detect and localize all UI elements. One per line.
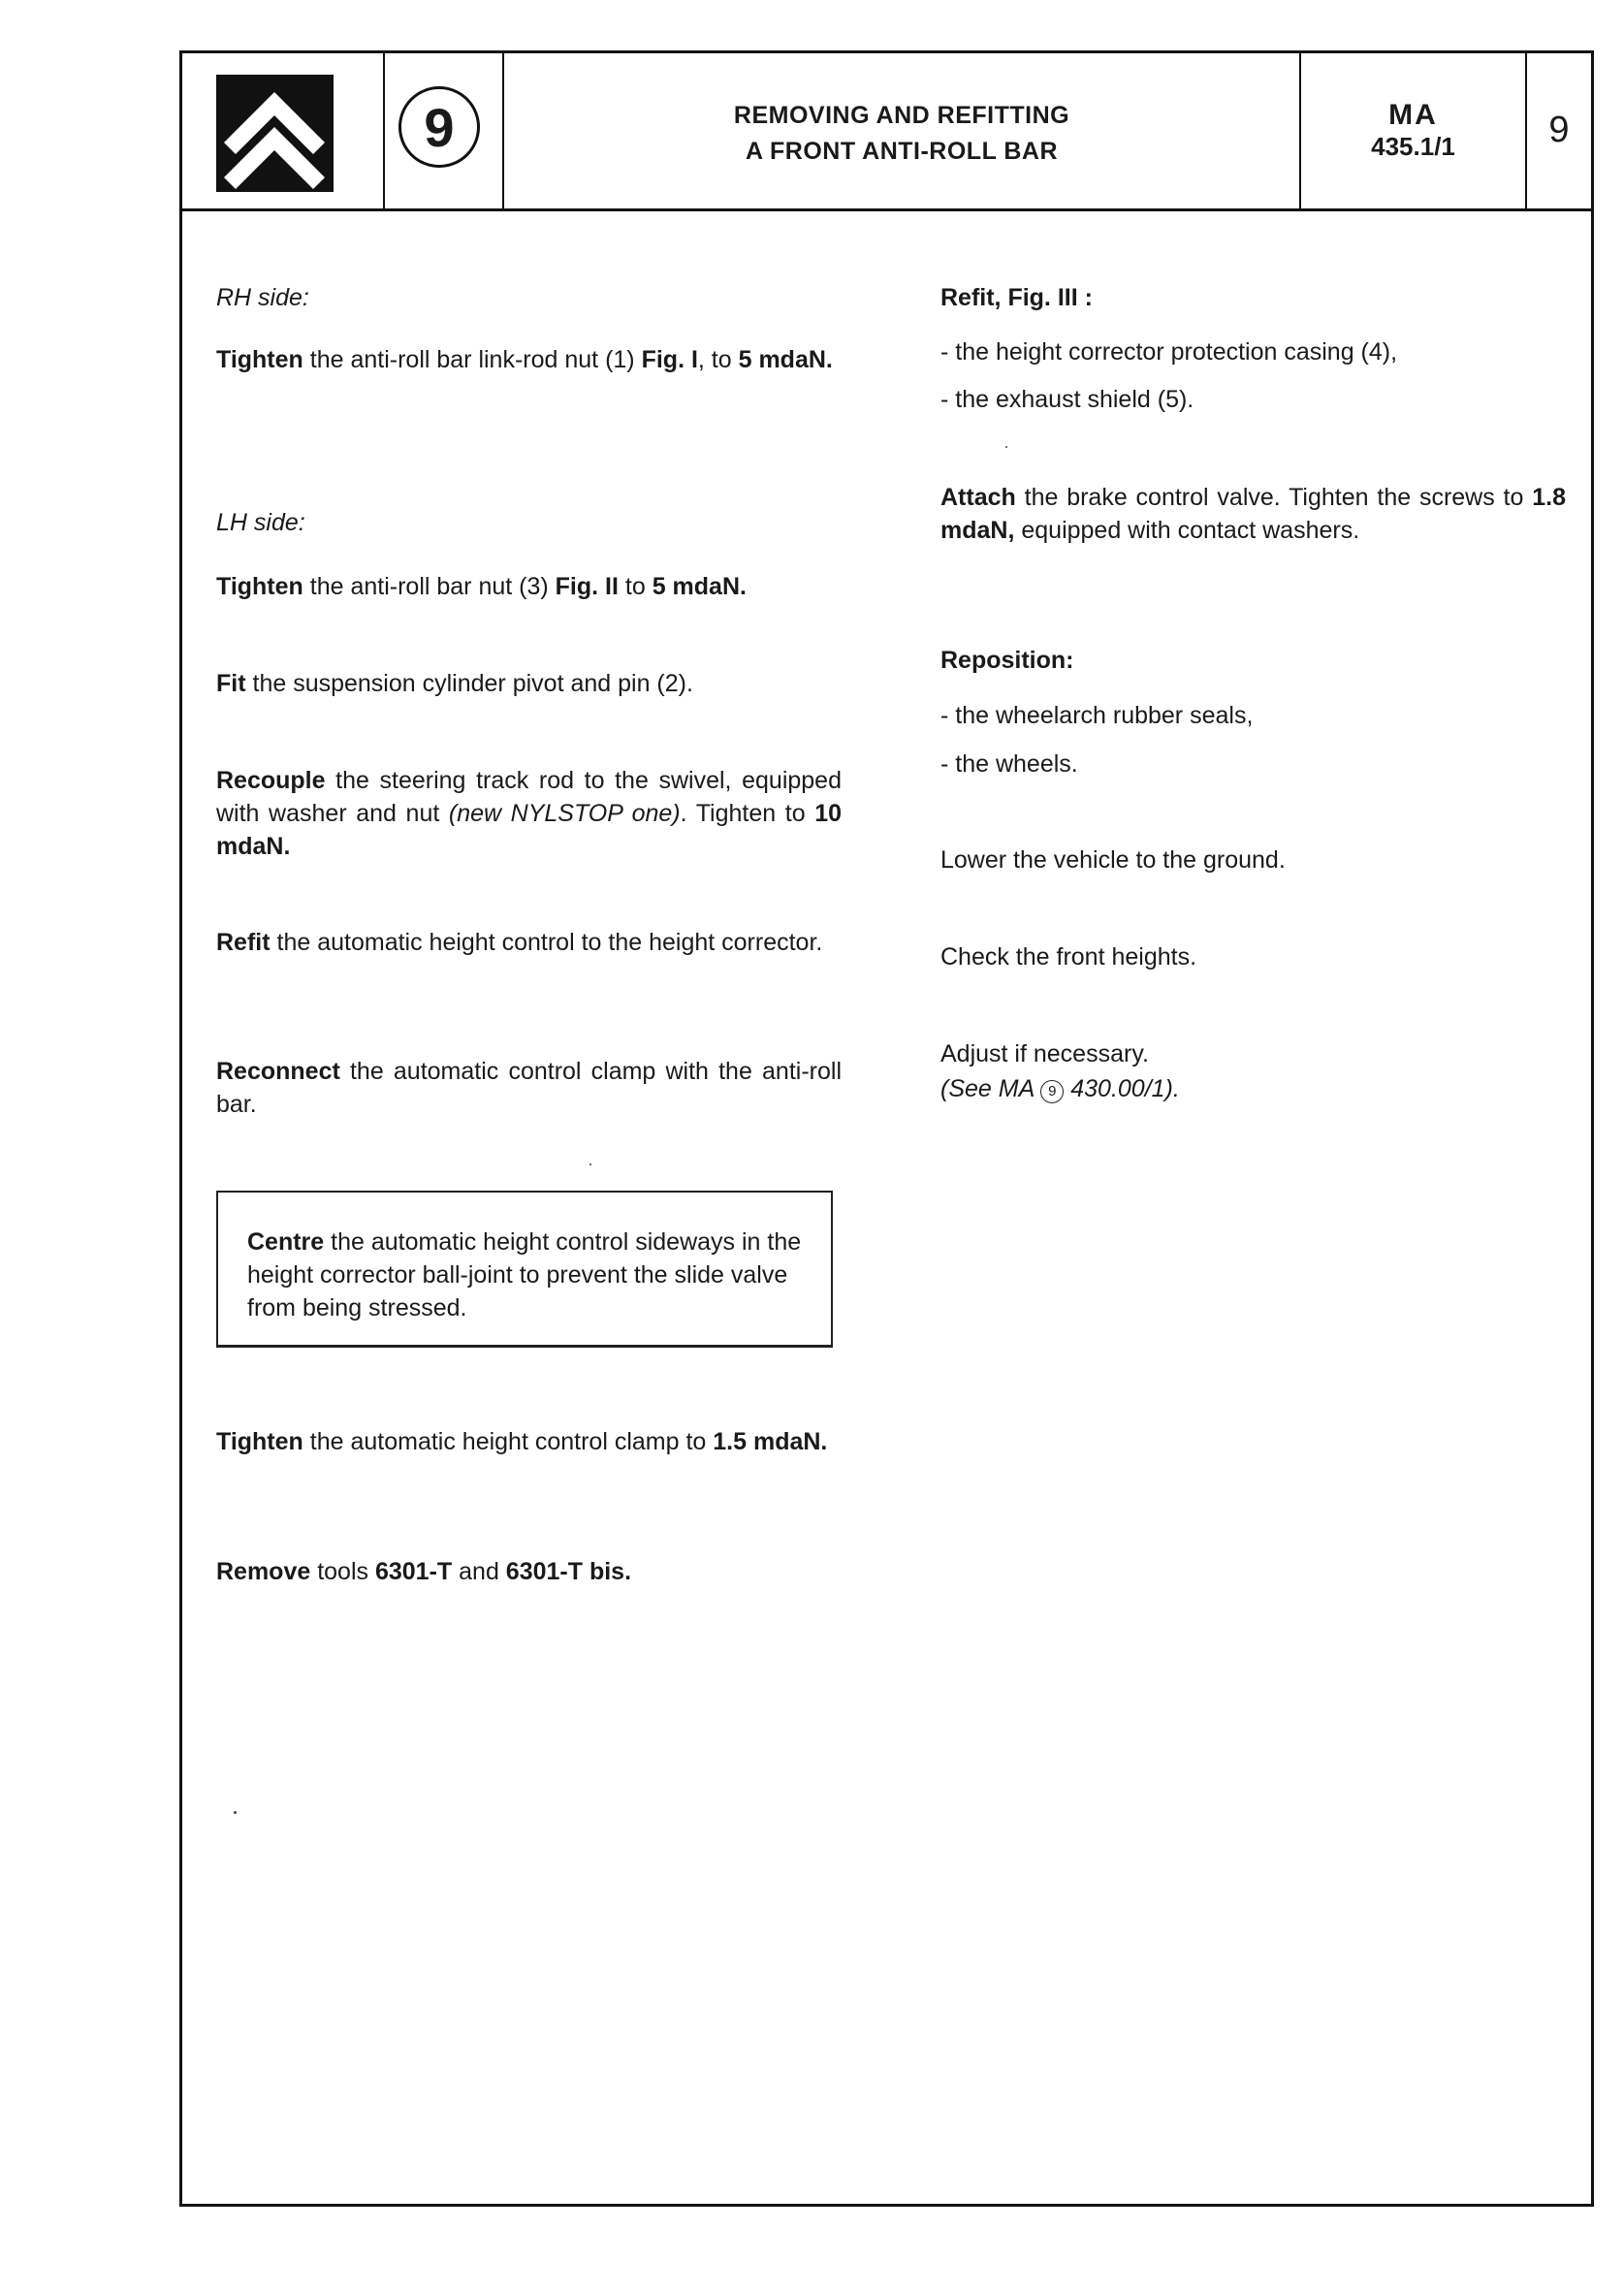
step-lower-vehicle: Lower the vehicle to the ground.	[940, 846, 1286, 874]
step-tighten-bar-nut: Tighten the anti-roll bar nut (3) Fig. II to 5 mdaN.	[216, 573, 747, 600]
step-check-heights: Check the front heights.	[940, 943, 1197, 971]
document-reference: MA 435.1/1	[1371, 99, 1455, 161]
circled-chapter-icon: 9	[1040, 1080, 1064, 1103]
logo-cell	[182, 53, 385, 208]
reposition-heading: Reposition:	[940, 647, 1074, 674]
scan-speck	[234, 1811, 237, 1814]
chapter-number: 9	[398, 86, 480, 168]
step-adjust: Adjust if necessary.	[940, 1040, 1149, 1067]
note-box	[216, 1191, 833, 1348]
reference-cell	[1301, 53, 1527, 208]
scan-speck	[1005, 446, 1007, 448]
document-title: REMOVING AND REFITTING A FRONT ANTI-ROLL BAR	[733, 102, 1070, 165]
reposition-item: - the wheels.	[940, 750, 1078, 778]
note-text: Centre the automatic height control sideways in the height corrector ball-joint to prevent the slide valve from being stressed.	[247, 1228, 802, 1321]
step-fit-pivot: Fit the suspension cylinder pivot and pin (2).	[216, 670, 693, 697]
scan-speck	[589, 1163, 591, 1165]
step-refit-height-control: Refit the automatic height control to the height corrector.	[216, 929, 823, 956]
citroen-chevron-logo	[216, 75, 334, 192]
step-attach-valve: Attach the brake control valve. Tighten the screws to 1.8 mdaN, equipped with contact washers.	[940, 484, 1566, 544]
step-tighten-link-rod: Tighten the anti-roll bar link-rod nut (1) Fig. I, to 5 mdaN.	[216, 346, 833, 373]
reposition-item: - the wheelarch rubber seals,	[940, 702, 1254, 729]
step-tighten-clamp: Tighten the automatic height control clamp to 1.5 mdaN.	[216, 1428, 828, 1455]
step-reconnect-clamp: Reconnect the automatic control clamp with the anti-roll bar.	[216, 1058, 842, 1118]
step-remove-tools: Remove tools 6301-T and 6301-T bis.	[216, 1558, 632, 1585]
see-reference: (See MA 9 430.00/1).	[940, 1075, 1180, 1102]
document-header	[182, 53, 1591, 211]
rh-side-label: RH side:	[216, 284, 309, 311]
step-recouple-track-rod: Recouple the steering track rod to the swivel, equipped with washer and nut (new NYLSTOP one). Tighten to 10 mdaN.	[216, 767, 843, 860]
chevron-icon	[216, 75, 334, 192]
title-cell	[504, 53, 1301, 208]
group-number: 9	[1548, 110, 1570, 150]
refit-heading: Refit, Fig. III :	[940, 284, 1093, 311]
lh-side-label: LH side:	[216, 509, 305, 536]
refit-item: - the height corrector protection casing (4),	[940, 338, 1398, 366]
chapter-cell	[385, 53, 504, 208]
refit-item: - the exhaust shield (5).	[940, 386, 1194, 413]
group-cell	[1527, 53, 1591, 208]
